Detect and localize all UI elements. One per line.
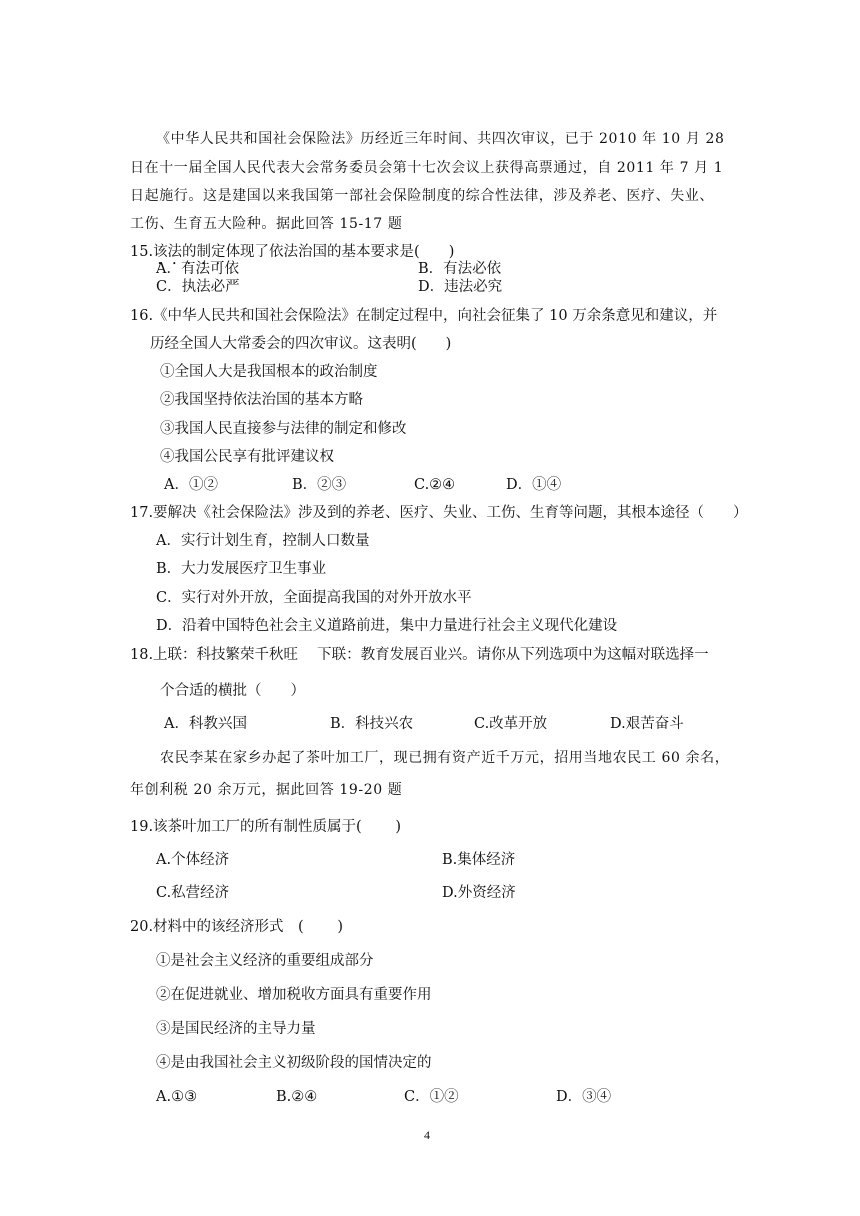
question-17-option-a: A．实行计划生育，控制人口数量 [156, 533, 370, 549]
question-20-option-d: D．③④ [556, 1089, 612, 1105]
question-20-statement-2: ②在促进就业、增加税收方面具有重要作用 [156, 987, 432, 1003]
question-20-statement-3: ③是国民经济的主导力量 [156, 1021, 316, 1037]
question-16-option-b: B．②③ [292, 477, 347, 493]
question-19-option-a: A.个体经济 [156, 852, 230, 868]
material-1-line-1: 《中华人民共和国社会保险法》历经近三年时间、共四次审议，已于 2010 年 10 月 28 [156, 131, 725, 147]
question-17-option-d: D．沿着中国特色社会主义道路前进，集中力量进行社会主义现代化建设 [156, 618, 618, 634]
question-16-option-a: A．①② [164, 477, 218, 493]
material-2-line-1: 农民李某在家乡办起了茶叶加工厂，现已拥有资产近千万元，招用当地农民工 60 余名， [160, 750, 730, 766]
question-16-option-d: D．①④ [506, 477, 562, 493]
question-20-stem: 20.材料中的该经济形式 ( ) [130, 919, 343, 935]
question-19-stem: 19.该茶叶加工厂的所有制性质属于( ) [130, 819, 401, 835]
question-18-option-d: D.艰苦奋斗 [610, 716, 684, 732]
emphasized-text: 该法的制定 [153, 244, 226, 260]
question-16-statement-1: ①全国人大是我国根本的政治制度 [160, 364, 378, 380]
question-20-option-c: C．①② [404, 1089, 459, 1105]
question-20-option-b: B.②④ [276, 1089, 318, 1105]
question-16-statement-3: ③我国人民直接参与法律的制定和修改 [160, 421, 407, 437]
question-18-option-b: B．科技兴农 [330, 716, 414, 732]
question-16-stem-line-2: 历经全国人大常委会的四次审议。这表明( ) [150, 336, 452, 352]
question-15-option-c: C．执法必严 [156, 279, 240, 295]
question-18-option-c: C.改革开放 [474, 716, 548, 732]
question-15-option-b: B．有法必依 [418, 261, 502, 277]
question-19-option-b: B.集体经济 [442, 852, 516, 868]
question-16-statement-4: ④我国公民享有批评建议权 [160, 449, 334, 465]
question-17-option-c: C．实行对外开放，全面提高我国的对外开放水平 [156, 590, 472, 606]
material-1-line-3: 日起施行。这是建国以来我国第一部社会保险制度的综合性法律，涉及养老、医疗、失业、 [130, 188, 714, 204]
question-20-statement-4: ④是由我国社会主义初级阶段的国情决定的 [156, 1055, 432, 1071]
question-19-option-d: D.外资经济 [442, 885, 516, 901]
question-17-option-b: B．大力发展医疗卫生事业 [156, 561, 327, 577]
question-19-option-c: C.私营经济 [156, 885, 230, 901]
question-20-option-a: A.①③ [156, 1089, 198, 1105]
question-15-option-a: A．有法可依 [156, 261, 239, 277]
material-1-line-4: 工伤、生育五大险种。据此回答 15-17 题 [130, 216, 403, 232]
question-16-option-c: C.②④ [414, 477, 456, 493]
question-18-stem-line-2: 个合适的横批（ ） [160, 683, 305, 699]
question-16-statement-2: ②我国坚持依法治国的基本方略 [160, 392, 363, 408]
material-2-line-2: 年创利税 20 余万元，据此回答 19-20 题 [130, 782, 403, 798]
question-18-stem-line-1: 18.上联：科技繁荣千秋旺 下联：教育发展百业兴。请你从下列选项中为这幅对联选择一 [130, 647, 709, 663]
question-16-stem-line-1: 16.《中华人民共和国社会保险法》在制定过程中，向社会征集了 10 万余条意见和建议，并 [130, 308, 718, 324]
question-20-statement-1: ①是社会主义经济的重要组成部分 [156, 953, 374, 969]
question-15-stem: 15.该法的制定体现了依法治国的基本要求是( ) [130, 244, 455, 260]
question-18-option-a: A．科教兴国 [164, 716, 247, 732]
question-17-stem: 17.要解决《社会保险法》涉及到的养老、医疗、失业、工伤、生育等问题，其根本途径（ ） [130, 505, 748, 521]
page-number: 4 [424, 1128, 430, 1142]
question-15-option-d: D．违法必究 [418, 279, 503, 295]
material-1-line-2: 日在十一届全国人民代表大会常务委员会第十七次会议上获得高票通过，自 2011 年 7 月 1 [130, 160, 724, 176]
